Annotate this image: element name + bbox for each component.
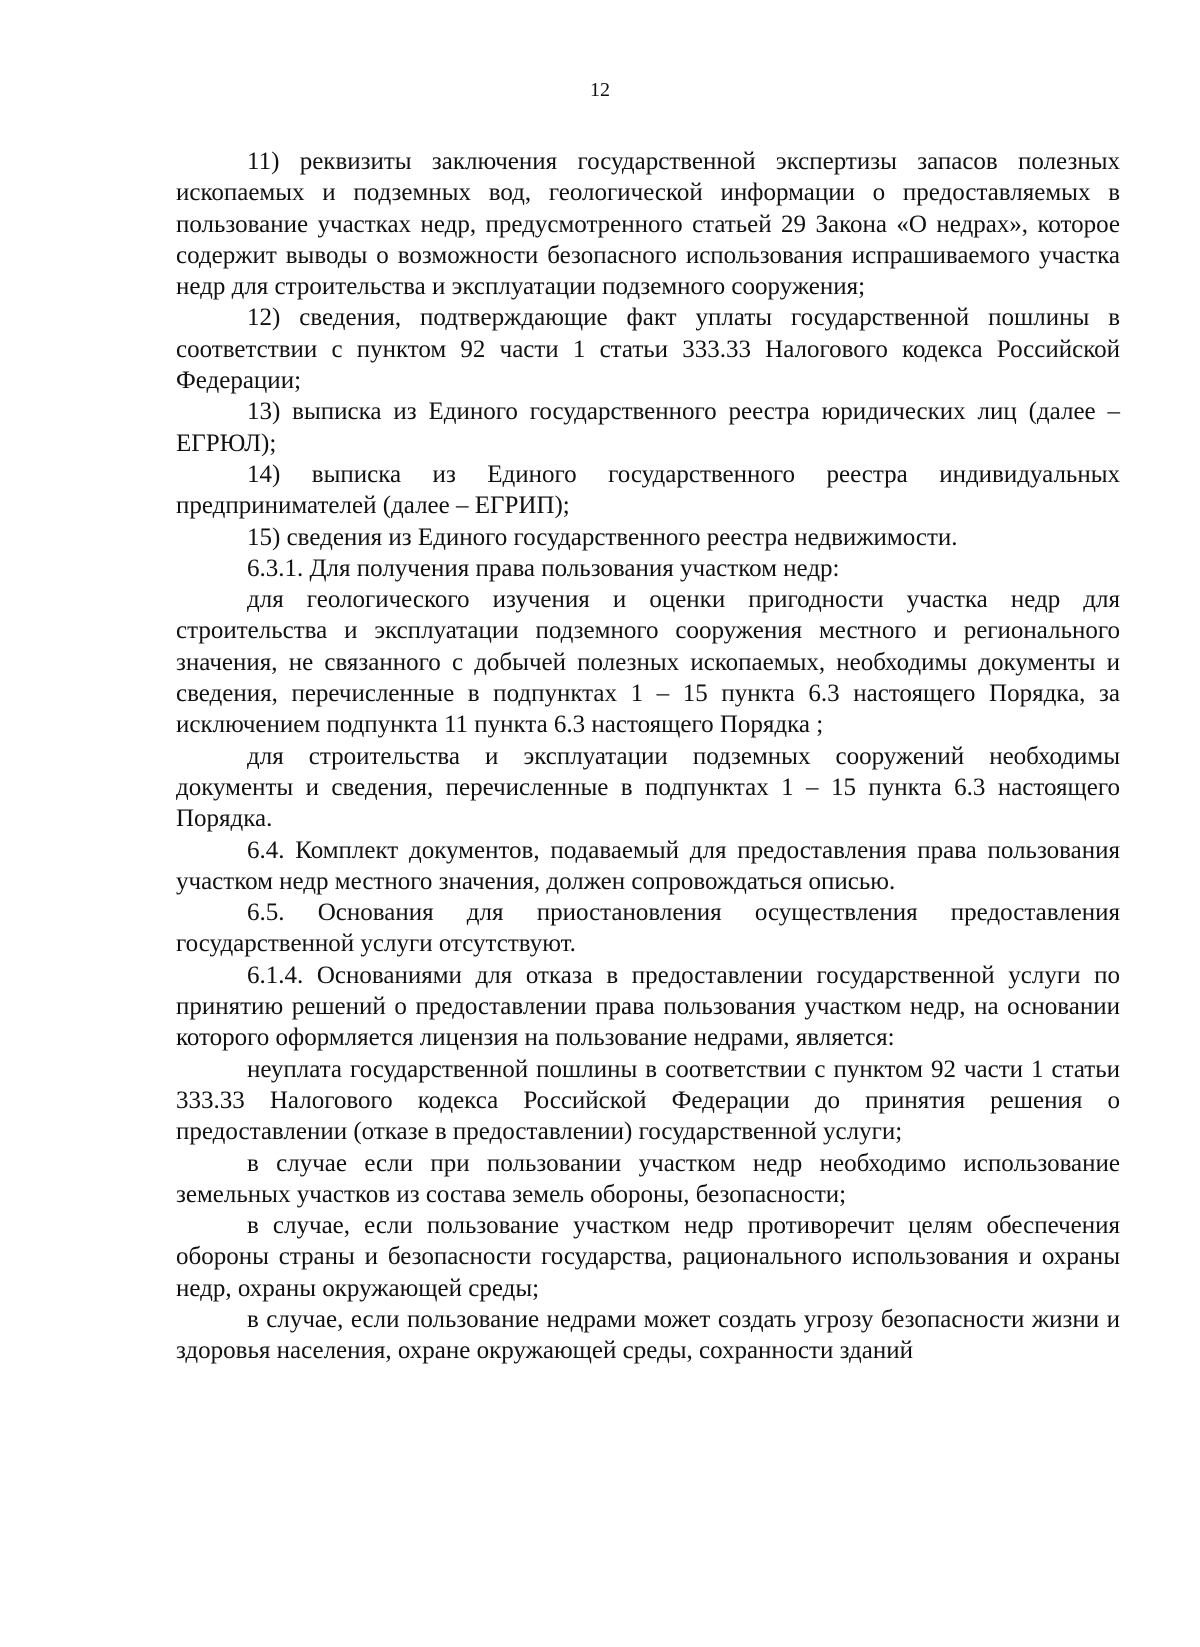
paragraph-item-13: 13) выписка из Единого государственного реестра юридических лиц (далее – ЕГРЮЛ); [176, 398, 1120, 457]
paragraph-item-12: 12) сведения, подтверждающие факт уплаты государственной пошлины в соответствии с пунктом 92 части 1 статьи 333.33 Налогового кодекса Российской Федерации; [176, 304, 1120, 395]
paragraph-refusal-fee: неуплата государственной пошлины в соответствии с пунктом 92 части 1 статьи 333.33 Налогового кодекса Российской Федерации до принятия решения о предоставлении (отказе в предоставлении) государственной услуги; [176, 1055, 1120, 1146]
paragraph-6-1-4: 6.1.4. Основаниями для отказа в предоставлении государственной услуги по принятию решений о предоставлении права пользования участком недр, на основании которого оформляется лицензия на пользование недрами, является: [176, 961, 1120, 1052]
paragraph-6-4: 6.4. Комплект документов, подаваемый для предоставления права пользования участком недр местного значения, должен сопровождаться описью. [176, 836, 1120, 895]
paragraph-6-3-1: 6.3.1. Для получения права пользования участком недр: [247, 554, 840, 582]
paragraph-construction: для строительства и эксплуатации подземных сооружений необходимы документы и сведения, перечисленные в подпунктах 1 – 15 пункта 6.3 настоящего Порядка. [176, 742, 1120, 833]
paragraph-item-11: 11) реквизиты заключения государственной экспертизы запасов полезных ископаемых и подземных вод, геологической информации о предоставляемых в пользование участках недр, предусмотренного статьей 29 Закона «О недрах», которое содержит выводы о возможности безопасного использования испрашиваемого участка недр для строительства и эксплуатации подземного сооружения; [176, 148, 1120, 301]
paragraph-refusal-safety: в случае, если пользование недрами может создать угрозу безопасности жизни и здоровья населения, охране окружающей среды, сохранности зданий [176, 1305, 1120, 1365]
paragraph-item-14: 14) выписка из Единого государственного реестра индивидуальных предпринимателей (далее – ЕГРИП); [176, 460, 1120, 520]
paragraph-refusal-land: в случае если при пользовании участком недр необходимо использование земельных участков из состава земель обороны, безопасности; [176, 1149, 1120, 1208]
page-number: 12 [590, 79, 610, 101]
paragraph-item-15: 15) сведения из Единого государственного реестра недвижимости. [247, 523, 958, 551]
paragraph-geological-study: для геологического изучения и оценки пригодности участка недр для строительства и эксплуатации подземного сооружения местного и регионального значения, не связанного с добычей полезных ископаемых, необходимы документы и сведения, перечисленные в подпунктах 1 – 15 пункта 6.3 настоящего Порядка, за исключением подпункта 11 пункта 6.3 настоящего Порядка ; [176, 586, 1120, 739]
paragraph-6-5: 6.5. Основания для приостановления осуществления предоставления государственной услуги отсутствуют. [176, 899, 1120, 958]
document-body [176, 146, 1120, 1367]
paragraph-refusal-defense: в случае, если пользование участком недр противоречит целям обеспечения обороны страны и безопасности государства, рационального использования и охраны недр, охраны окружающей среды; [176, 1212, 1120, 1302]
